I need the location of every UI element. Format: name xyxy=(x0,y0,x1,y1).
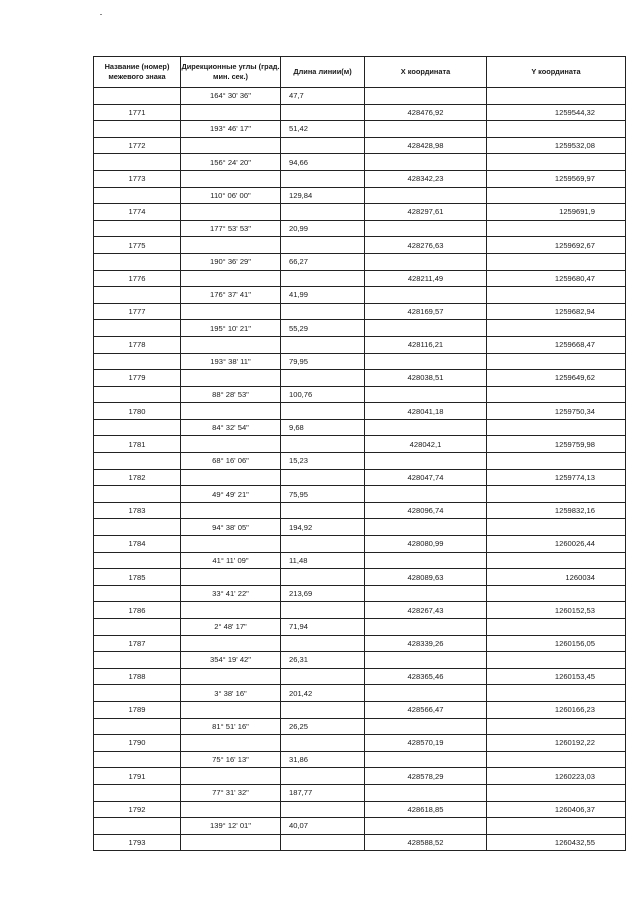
mark-name-cell xyxy=(94,88,181,105)
mark-name-cell xyxy=(94,353,181,370)
mark-name-cell: 1777 xyxy=(94,303,181,320)
line-length-cell xyxy=(281,635,365,652)
table-header-row xyxy=(94,57,626,88)
header-x: X координата xyxy=(365,57,487,88)
mark-name-cell xyxy=(94,784,181,801)
x-coordinate-cell xyxy=(365,619,487,636)
direction-angle-cell xyxy=(181,502,281,519)
x-coordinate-cell: 428297,61 xyxy=(365,204,487,221)
table-row xyxy=(94,784,626,801)
direction-angle-cell xyxy=(181,469,281,486)
y-coordinate-cell xyxy=(487,486,626,503)
direction-angle-cell xyxy=(181,735,281,752)
mark-name-cell xyxy=(94,253,181,270)
y-coordinate-cell: 1260223,03 xyxy=(487,768,626,785)
table-row xyxy=(94,336,626,353)
x-coordinate-cell xyxy=(365,818,487,835)
table-row xyxy=(94,403,626,420)
table-row xyxy=(94,834,626,851)
direction-angle-cell xyxy=(181,834,281,851)
y-coordinate-cell: 1259774,13 xyxy=(487,469,626,486)
y-coordinate-cell: 1259691,9 xyxy=(487,204,626,221)
x-coordinate-cell xyxy=(365,287,487,304)
y-coordinate-cell xyxy=(487,386,626,403)
x-coordinate-cell xyxy=(365,486,487,503)
direction-angle-cell: 193° 46' 17" xyxy=(181,121,281,138)
table-row xyxy=(94,818,626,835)
direction-angle-cell: 190° 36' 29" xyxy=(181,253,281,270)
y-coordinate-cell xyxy=(487,453,626,470)
mark-name-cell xyxy=(94,751,181,768)
table-row xyxy=(94,270,626,287)
table-row xyxy=(94,718,626,735)
line-length-cell: 79,95 xyxy=(281,353,365,370)
x-coordinate-cell: 428089,63 xyxy=(365,569,487,586)
line-length-cell: 51,42 xyxy=(281,121,365,138)
mark-name-cell: 1792 xyxy=(94,801,181,818)
direction-angle-cell xyxy=(181,170,281,187)
direction-angle-cell: 68° 16' 06" xyxy=(181,453,281,470)
line-length-cell xyxy=(281,469,365,486)
x-coordinate-cell xyxy=(365,652,487,669)
mark-name-cell xyxy=(94,453,181,470)
table-row xyxy=(94,585,626,602)
y-coordinate-cell xyxy=(487,784,626,801)
x-coordinate-cell: 428566,47 xyxy=(365,701,487,718)
line-length-cell: 41,99 xyxy=(281,287,365,304)
line-length-cell xyxy=(281,701,365,718)
line-length-cell: 26,31 xyxy=(281,652,365,669)
mark-name-cell xyxy=(94,552,181,569)
line-length-cell xyxy=(281,536,365,553)
direction-angle-cell: 94° 38' 05" xyxy=(181,519,281,536)
direction-angle-cell: 84° 32' 54" xyxy=(181,419,281,436)
table-row xyxy=(94,220,626,237)
x-coordinate-cell: 428038,51 xyxy=(365,370,487,387)
direction-angle-cell xyxy=(181,768,281,785)
line-length-cell xyxy=(281,303,365,320)
direction-angle-cell: 88° 28' 53" xyxy=(181,386,281,403)
mark-name-cell: 1778 xyxy=(94,336,181,353)
header-y: Y координата xyxy=(487,57,626,88)
y-coordinate-cell: 1259750,34 xyxy=(487,403,626,420)
table-row xyxy=(94,735,626,752)
x-coordinate-cell xyxy=(365,751,487,768)
y-coordinate-cell xyxy=(487,419,626,436)
scan-speck xyxy=(100,14,102,15)
table-row xyxy=(94,552,626,569)
x-coordinate-cell: 428342,23 xyxy=(365,170,487,187)
x-coordinate-cell xyxy=(365,685,487,702)
mark-name-cell: 1786 xyxy=(94,602,181,619)
direction-angle-cell: 77° 31' 32" xyxy=(181,784,281,801)
y-coordinate-cell xyxy=(487,818,626,835)
y-coordinate-cell: 1259682,94 xyxy=(487,303,626,320)
x-coordinate-cell xyxy=(365,419,487,436)
y-coordinate-cell: 1259649,62 xyxy=(487,370,626,387)
table-row xyxy=(94,170,626,187)
direction-angle-cell: 33° 41' 22" xyxy=(181,585,281,602)
y-coordinate-cell: 1259759,98 xyxy=(487,436,626,453)
x-coordinate-cell xyxy=(365,718,487,735)
line-length-cell: 201,42 xyxy=(281,685,365,702)
mark-name-cell xyxy=(94,220,181,237)
line-length-cell: 100,76 xyxy=(281,386,365,403)
mark-name-cell: 1787 xyxy=(94,635,181,652)
line-length-cell: 47,7 xyxy=(281,88,365,105)
line-length-cell xyxy=(281,668,365,685)
x-coordinate-cell xyxy=(365,187,487,204)
x-coordinate-cell: 428267,43 xyxy=(365,602,487,619)
mark-name-cell xyxy=(94,419,181,436)
mark-name-cell: 1772 xyxy=(94,137,181,154)
y-coordinate-cell: 1259532,08 xyxy=(487,137,626,154)
x-coordinate-cell xyxy=(365,784,487,801)
mark-name-cell: 1790 xyxy=(94,735,181,752)
line-length-cell xyxy=(281,270,365,287)
line-length-cell xyxy=(281,801,365,818)
y-coordinate-cell xyxy=(487,718,626,735)
direction-angle-cell: 110° 06' 00" xyxy=(181,187,281,204)
x-coordinate-cell: 428618,85 xyxy=(365,801,487,818)
line-length-cell: 40,07 xyxy=(281,818,365,835)
table-row xyxy=(94,137,626,154)
direction-angle-cell: 139° 12' 01" xyxy=(181,818,281,835)
mark-name-cell xyxy=(94,121,181,138)
y-coordinate-cell xyxy=(487,685,626,702)
table-row xyxy=(94,619,626,636)
table-row xyxy=(94,453,626,470)
direction-angle-cell xyxy=(181,336,281,353)
line-length-cell: 187,77 xyxy=(281,784,365,801)
direction-angle-cell xyxy=(181,801,281,818)
y-coordinate-cell xyxy=(487,652,626,669)
line-length-cell xyxy=(281,370,365,387)
line-length-cell: 9,68 xyxy=(281,419,365,436)
table-row xyxy=(94,104,626,121)
x-coordinate-cell: 428365,46 xyxy=(365,668,487,685)
table-row xyxy=(94,569,626,586)
direction-angle-cell xyxy=(181,270,281,287)
direction-angle-cell xyxy=(181,569,281,586)
direction-angle-cell: 164° 30' 36" xyxy=(181,88,281,105)
mark-name-cell: 1780 xyxy=(94,403,181,420)
line-length-cell xyxy=(281,403,365,420)
mark-name-cell xyxy=(94,818,181,835)
mark-name-cell xyxy=(94,320,181,337)
mark-name-cell xyxy=(94,386,181,403)
mark-name-cell xyxy=(94,619,181,636)
x-coordinate-cell xyxy=(365,154,487,171)
line-length-cell xyxy=(281,569,365,586)
table-row xyxy=(94,652,626,669)
x-coordinate-cell: 428476,92 xyxy=(365,104,487,121)
line-length-cell xyxy=(281,204,365,221)
line-length-cell: 213,69 xyxy=(281,585,365,602)
table-row xyxy=(94,419,626,436)
table-row xyxy=(94,685,626,702)
y-coordinate-cell xyxy=(487,619,626,636)
direction-angle-cell: 41° 11' 09" xyxy=(181,552,281,569)
table-row xyxy=(94,187,626,204)
line-length-cell xyxy=(281,104,365,121)
table-row xyxy=(94,701,626,718)
x-coordinate-cell xyxy=(365,320,487,337)
direction-angle-cell xyxy=(181,403,281,420)
mark-name-cell: 1785 xyxy=(94,569,181,586)
y-coordinate-cell xyxy=(487,320,626,337)
x-coordinate-cell: 428578,29 xyxy=(365,768,487,785)
mark-name-cell xyxy=(94,519,181,536)
y-coordinate-cell xyxy=(487,353,626,370)
line-length-cell: 55,29 xyxy=(281,320,365,337)
y-coordinate-cell xyxy=(487,220,626,237)
direction-angle-cell: 81° 51' 16" xyxy=(181,718,281,735)
direction-angle-cell xyxy=(181,602,281,619)
y-coordinate-cell: 1260026,44 xyxy=(487,536,626,553)
table-row xyxy=(94,386,626,403)
y-coordinate-cell: 1259832,16 xyxy=(487,502,626,519)
mark-name-cell: 1789 xyxy=(94,701,181,718)
direction-angle-cell: 49° 49' 21" xyxy=(181,486,281,503)
header-name: Название (номер) межевого знака xyxy=(94,57,181,88)
direction-angle-cell: 75° 16' 13" xyxy=(181,751,281,768)
line-length-cell xyxy=(281,336,365,353)
mark-name-cell xyxy=(94,486,181,503)
table-row xyxy=(94,801,626,818)
mark-name-cell: 1784 xyxy=(94,536,181,553)
table-row xyxy=(94,469,626,486)
mark-name-cell: 1791 xyxy=(94,768,181,785)
direction-angle-cell: 156° 24' 20" xyxy=(181,154,281,171)
mark-name-cell xyxy=(94,287,181,304)
x-coordinate-cell xyxy=(365,88,487,105)
y-coordinate-cell xyxy=(487,154,626,171)
x-coordinate-cell: 428570,19 xyxy=(365,735,487,752)
line-length-cell: 11,48 xyxy=(281,552,365,569)
y-coordinate-cell xyxy=(487,519,626,536)
line-length-cell: 15,23 xyxy=(281,453,365,470)
direction-angle-cell: 193° 38' 11" xyxy=(181,353,281,370)
table-row xyxy=(94,768,626,785)
mark-name-cell xyxy=(94,718,181,735)
line-length-cell: 71,94 xyxy=(281,619,365,636)
direction-angle-cell xyxy=(181,303,281,320)
mark-name-cell xyxy=(94,652,181,669)
mark-name-cell xyxy=(94,585,181,602)
table-row xyxy=(94,751,626,768)
line-length-cell: 66,27 xyxy=(281,253,365,270)
direction-angle-cell xyxy=(181,536,281,553)
line-length-cell: 129,84 xyxy=(281,187,365,204)
line-length-cell: 194,92 xyxy=(281,519,365,536)
table-row xyxy=(94,287,626,304)
y-coordinate-cell: 1260152,53 xyxy=(487,602,626,619)
direction-angle-cell xyxy=(181,370,281,387)
x-coordinate-cell: 428096,74 xyxy=(365,502,487,519)
y-coordinate-cell: 1260406,37 xyxy=(487,801,626,818)
mark-name-cell: 1782 xyxy=(94,469,181,486)
mark-name-cell: 1779 xyxy=(94,370,181,387)
table-row xyxy=(94,204,626,221)
y-coordinate-cell xyxy=(487,287,626,304)
table-row xyxy=(94,154,626,171)
direction-angle-cell: 3° 38' 16" xyxy=(181,685,281,702)
y-coordinate-cell: 1259668,47 xyxy=(487,336,626,353)
direction-angle-cell xyxy=(181,237,281,254)
table-row xyxy=(94,668,626,685)
mark-name-cell xyxy=(94,154,181,171)
x-coordinate-cell xyxy=(365,253,487,270)
y-coordinate-cell xyxy=(487,253,626,270)
y-coordinate-cell xyxy=(487,88,626,105)
x-coordinate-cell xyxy=(365,353,487,370)
line-length-cell xyxy=(281,436,365,453)
line-length-cell: 75,95 xyxy=(281,486,365,503)
x-coordinate-cell: 428211,49 xyxy=(365,270,487,287)
x-coordinate-cell: 428276,63 xyxy=(365,237,487,254)
header-angle: Дирекционные углы (град. мин. сек.) xyxy=(181,57,281,88)
direction-angle-cell xyxy=(181,436,281,453)
line-length-cell: 20,99 xyxy=(281,220,365,237)
line-length-cell xyxy=(281,237,365,254)
direction-angle-cell xyxy=(181,635,281,652)
table-row xyxy=(94,486,626,503)
x-coordinate-cell: 428080,99 xyxy=(365,536,487,553)
mark-name-cell: 1776 xyxy=(94,270,181,287)
direction-angle-cell xyxy=(181,137,281,154)
y-coordinate-cell: 1259569,97 xyxy=(487,170,626,187)
direction-angle-cell: 176° 37' 41" xyxy=(181,287,281,304)
y-coordinate-cell: 1260156,05 xyxy=(487,635,626,652)
table-row xyxy=(94,519,626,536)
x-coordinate-cell: 428047,74 xyxy=(365,469,487,486)
line-length-cell xyxy=(281,502,365,519)
y-coordinate-cell xyxy=(487,585,626,602)
line-length-cell xyxy=(281,137,365,154)
line-length-cell: 94,66 xyxy=(281,154,365,171)
y-coordinate-cell xyxy=(487,552,626,569)
x-coordinate-cell xyxy=(365,552,487,569)
mark-name-cell xyxy=(94,685,181,702)
line-length-cell xyxy=(281,170,365,187)
y-coordinate-cell: 1260432,55 xyxy=(487,834,626,851)
mark-name-cell: 1788 xyxy=(94,668,181,685)
mark-name-cell: 1774 xyxy=(94,204,181,221)
table-row xyxy=(94,502,626,519)
mark-name-cell: 1771 xyxy=(94,104,181,121)
x-coordinate-cell xyxy=(365,121,487,138)
x-coordinate-cell: 428041,18 xyxy=(365,403,487,420)
line-length-cell xyxy=(281,735,365,752)
mark-name-cell: 1783 xyxy=(94,502,181,519)
table-row xyxy=(94,370,626,387)
x-coordinate-cell: 428042,1 xyxy=(365,436,487,453)
direction-angle-cell xyxy=(181,701,281,718)
header-length: Длина линии(м) xyxy=(281,57,365,88)
direction-angle-cell: 354° 19' 42" xyxy=(181,652,281,669)
y-coordinate-cell: 1260034 xyxy=(487,569,626,586)
table-row xyxy=(94,303,626,320)
direction-angle-cell: 2° 48' 17" xyxy=(181,619,281,636)
table-row xyxy=(94,253,626,270)
x-coordinate-cell xyxy=(365,585,487,602)
table-row xyxy=(94,88,626,105)
x-coordinate-cell: 428428,98 xyxy=(365,137,487,154)
x-coordinate-cell: 428169,57 xyxy=(365,303,487,320)
y-coordinate-cell xyxy=(487,751,626,768)
direction-angle-cell xyxy=(181,668,281,685)
table-row xyxy=(94,353,626,370)
direction-angle-cell xyxy=(181,204,281,221)
table-row xyxy=(94,436,626,453)
x-coordinate-cell: 428116,21 xyxy=(365,336,487,353)
mark-name-cell: 1781 xyxy=(94,436,181,453)
table-row xyxy=(94,635,626,652)
line-length-cell: 31,86 xyxy=(281,751,365,768)
x-coordinate-cell xyxy=(365,453,487,470)
x-coordinate-cell xyxy=(365,386,487,403)
x-coordinate-cell xyxy=(365,220,487,237)
direction-angle-cell xyxy=(181,104,281,121)
table-body xyxy=(94,88,626,851)
y-coordinate-cell xyxy=(487,121,626,138)
mark-name-cell xyxy=(94,187,181,204)
y-coordinate-cell: 1259680,47 xyxy=(487,270,626,287)
boundary-marks-table xyxy=(93,56,626,851)
mark-name-cell: 1793 xyxy=(94,834,181,851)
y-coordinate-cell: 1260153,45 xyxy=(487,668,626,685)
table-row xyxy=(94,602,626,619)
y-coordinate-cell: 1259692,67 xyxy=(487,237,626,254)
table-row xyxy=(94,320,626,337)
y-coordinate-cell xyxy=(487,187,626,204)
table-row xyxy=(94,237,626,254)
y-coordinate-cell: 1259544,32 xyxy=(487,104,626,121)
x-coordinate-cell xyxy=(365,519,487,536)
direction-angle-cell: 177° 53' 53" xyxy=(181,220,281,237)
y-coordinate-cell: 1260192,22 xyxy=(487,735,626,752)
mark-name-cell: 1773 xyxy=(94,170,181,187)
line-length-cell: 26,25 xyxy=(281,718,365,735)
x-coordinate-cell: 428339,26 xyxy=(365,635,487,652)
table-row xyxy=(94,121,626,138)
line-length-cell xyxy=(281,834,365,851)
mark-name-cell: 1775 xyxy=(94,237,181,254)
line-length-cell xyxy=(281,602,365,619)
direction-angle-cell: 195° 10' 21" xyxy=(181,320,281,337)
table-row xyxy=(94,536,626,553)
line-length-cell xyxy=(281,768,365,785)
y-coordinate-cell: 1260166,23 xyxy=(487,701,626,718)
x-coordinate-cell: 428588,52 xyxy=(365,834,487,851)
